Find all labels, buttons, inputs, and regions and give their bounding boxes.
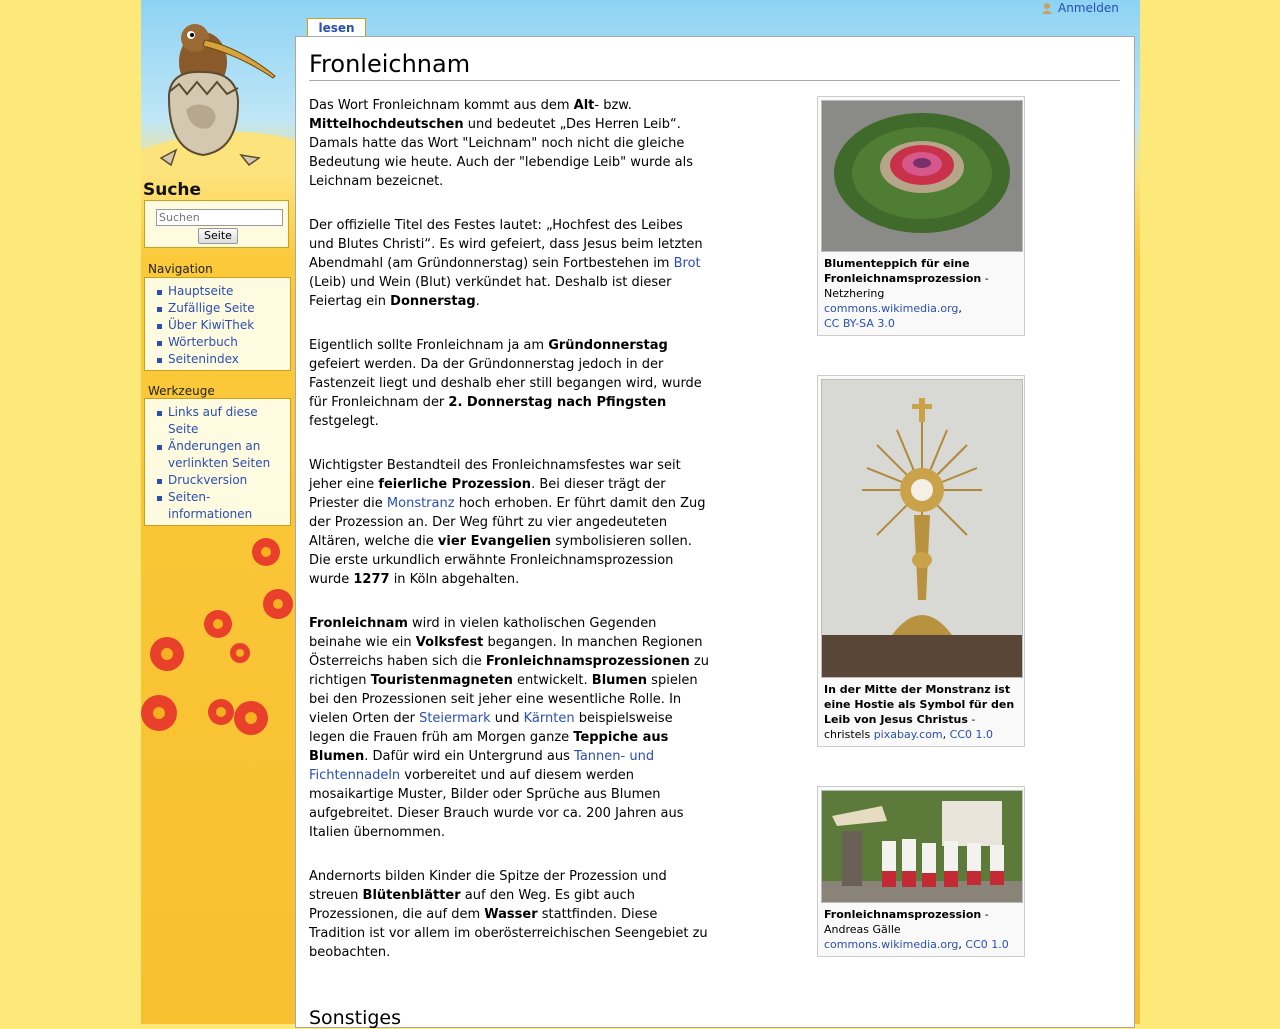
- search-heading: Suche: [143, 180, 202, 200]
- text: beispielsweise legen die Frauen früh am Morgen ganze: [309, 711, 673, 745]
- tool-item-print[interactable]: [168, 472, 282, 489]
- link-kaernten[interactable]: Kärnten: [523, 711, 575, 726]
- text: Andernorts bilden Kinder die Spitze der Prozession und streuen: [309, 869, 667, 903]
- text: wird in vielen katholischen Gegenden beinahe wie ein: [309, 616, 657, 650]
- link-monstranz[interactable]: Monstranz: [386, 496, 455, 511]
- bold-text: Donnerstag: [390, 294, 476, 309]
- text: . Bei dieser trägt der Priester die: [309, 477, 666, 511]
- flower-carpet-picture: [822, 101, 1022, 251]
- text: stattfinden. Diese Tradition ist vor allem im oberösterreichischen Seengebiet zu beobachten.: [309, 907, 708, 960]
- text: in Köln abgehalten.: [389, 572, 520, 587]
- text: festgelegt.: [309, 414, 379, 429]
- caption-author: Andreas Gälle: [824, 923, 901, 936]
- bold-text: 1277: [353, 572, 390, 587]
- text: Eigentlich sollte Fronleichnam ja am: [309, 338, 549, 353]
- bold-text: Mittelhochdeutschen: [309, 117, 464, 132]
- text: zu richtigen: [309, 654, 709, 688]
- section-heading: Sonstiges: [309, 1007, 402, 1029]
- nav-item-index[interactable]: [168, 351, 286, 368]
- caption-title: Blumenteppich für eine Fronleichnamsprozession: [824, 257, 982, 285]
- caption-license-link[interactable]: CC0 1.0: [949, 728, 994, 741]
- nav-item-about[interactable]: [168, 317, 286, 334]
- text: .: [475, 294, 480, 309]
- paragraph: [309, 867, 711, 962]
- sidebar: [141, 0, 295, 1024]
- nav-item-dictionary[interactable]: [168, 334, 286, 351]
- bold-text: Blumen: [591, 673, 648, 688]
- bold-text: Gründonnerstag: [548, 338, 668, 353]
- text: Das Wort Fronleichnam kommt aus dem: [309, 98, 574, 113]
- text: hoch erhoben. Er führt damit den Zug der Prozession an. Der Weg führt zu vier angedeuteten Altären, welche die: [309, 496, 706, 549]
- caption-source-link[interactable]: commons.wikimedia.org: [824, 302, 959, 315]
- caption-license-link[interactable]: CC0 1.0: [965, 938, 1009, 951]
- tab-read-label[interactable]: lesen: [318, 21, 355, 35]
- procession-image[interactable]: [821, 790, 1023, 903]
- article-body: [309, 96, 711, 987]
- content-area: [295, 36, 1135, 1028]
- bold-text: Fronleichnamsprozessionen: [485, 654, 690, 669]
- bold-text: vier Evangelien: [437, 534, 552, 549]
- text: gefeiert werden. Da der Gründonnerstag jedoch in der Fastenzeit liegt und deshalb eher still begangen wird, wurde für Fronleichnam der: [309, 357, 702, 410]
- link-steiermark[interactable]: Steiermark: [419, 711, 491, 726]
- tool-item-label[interactable]: Änderungen an verlinkten Seiten: [168, 439, 271, 470]
- caption-source-link[interactable]: commons.wikimedia.org: [824, 938, 959, 951]
- text: spielen bei den Prozessionen seit jeher eine wesentliche Rolle. In vielen Orten der: [309, 673, 698, 726]
- text: . Dafür wird ein Untergrund aus: [364, 749, 575, 764]
- monstrance-image[interactable]: [821, 379, 1023, 678]
- image-caption: Blumenteppich für eine Fronleichnamsprozession - Netzhering commons.wikimedia.org, CC BY-SA 3.0: [824, 257, 989, 330]
- paragraph: [309, 336, 711, 431]
- text: und bedeutet „Des Herren Leib“. Damals hatte das Wort "Leichnam" noch nicht die gleiche Bedeutung wie heute. Auch der "lebendige Leib" wurde als Leichnam bezeicnet.: [309, 117, 693, 189]
- page-title: Fronleichnam: [309, 49, 1120, 81]
- text: symbolisieren sollen. Die erste urkundlich erwähnte Fronleichnamsprozession wurde: [309, 534, 692, 587]
- caption-title: Fronleichnamsprozession: [824, 908, 982, 921]
- tool-item-label[interactable]: Druckversion: [168, 473, 248, 487]
- bold-text: Wasser: [484, 907, 538, 922]
- image-thumbnail: [817, 375, 1025, 747]
- nav-item-label[interactable]: Wörterbuch: [168, 335, 238, 349]
- text: entwickelt.: [512, 673, 592, 688]
- paragraph: [309, 96, 711, 191]
- link-nadeln[interactable]: Tannen- und Fichtennadeln: [309, 749, 655, 783]
- search-panel: [144, 200, 289, 248]
- paragraph: [309, 614, 711, 842]
- text: begangen. In manchen Regionen Österreichs haben sich die: [309, 635, 703, 669]
- bold-text: 2. Donnerstag nach Pfingsten: [448, 395, 667, 410]
- text: Wichtigster Bestandteil des Fronleichnamsfestes war seit jeher eine: [309, 458, 681, 492]
- bold-text: Alt: [573, 98, 595, 113]
- nav-item-label[interactable]: Über KiwiThek: [168, 318, 255, 332]
- tool-item-label[interactable]: Seiten-informationen: [168, 490, 253, 521]
- text: und: [490, 711, 524, 726]
- user-icon: [1041, 2, 1053, 14]
- bold-text: Touristenmagneten: [370, 673, 513, 688]
- tools-panel: [144, 398, 291, 526]
- caption-source-link[interactable]: pixabay.com: [873, 728, 943, 741]
- tools-heading: Werkzeuge: [148, 384, 215, 398]
- tab-read[interactable]: [307, 18, 366, 37]
- search-input[interactable]: [156, 209, 283, 226]
- login-link[interactable]: [1041, 1, 1119, 15]
- text: auf den Weg. Es gibt auch Prozessionen, die auf dem: [309, 888, 635, 922]
- image-caption: Fronleichnamsprozession - Andreas Gälle commons.wikimedia.org, CC0 1.0: [824, 908, 1009, 951]
- caption-license-link[interactable]: CC BY-SA 3.0: [824, 317, 895, 330]
- nav-item-label[interactable]: Hauptseite: [168, 284, 234, 298]
- login-label[interactable]: Anmelden: [1058, 1, 1119, 15]
- text: Der offizielle Titel des Festes lautet: „Hochfest des Leibes und Blutes Christi“. Es wird gefeiert, dass Jesus beim letzten Abendmahl (am Gründonnerstag) sein Fortbestehen im: [309, 218, 703, 271]
- nav-item-label[interactable]: Zufällige Seite: [168, 301, 255, 315]
- bold-text: feierliche Prozession: [378, 477, 532, 492]
- bold-text: Teppiche aus Blumen: [309, 730, 669, 764]
- kiwi-logo[interactable]: [141, 0, 295, 175]
- flower-decoration: [141, 520, 295, 750]
- caption-author: christels: [824, 728, 871, 741]
- nav-item-label[interactable]: Seitenindex: [168, 352, 239, 366]
- paragraph: [309, 456, 711, 589]
- monstrance-picture: [822, 380, 1022, 677]
- bold-text: Fronleichnam: [309, 616, 408, 631]
- caption-title: In der Mitte der Monstranz ist eine Hostie als Symbol für den Leib von Jesus Christus: [824, 683, 1015, 726]
- navigation-heading: Navigation: [148, 262, 213, 276]
- bold-text: Blütenblätter: [362, 888, 461, 903]
- tool-item-related-changes[interactable]: [168, 438, 282, 472]
- procession-picture: [822, 791, 1022, 902]
- image-caption: In der Mitte der Monstranz ist eine Hostie als Symbol für den Leib von Jesus Christus - christels pixabay.com, CC0 1.0: [824, 683, 1015, 741]
- text: - bzw.: [594, 98, 632, 113]
- tool-item-whatlinkshere[interactable]: [168, 404, 282, 438]
- nav-item-hauptseite[interactable]: [168, 283, 286, 300]
- paragraph: [309, 216, 711, 311]
- caption-author: Netzhering: [824, 287, 885, 300]
- image-thumbnail: [817, 786, 1025, 957]
- bold-text: Volksfest: [415, 635, 484, 650]
- image-thumbnail: [817, 96, 1025, 336]
- tool-item-label[interactable]: Links auf diese Seite: [168, 405, 258, 436]
- tool-item-page-info[interactable]: [168, 489, 282, 523]
- flower-carpet-image[interactable]: [821, 100, 1023, 252]
- link-brot[interactable]: Brot: [673, 256, 701, 271]
- navigation-panel: [144, 277, 291, 371]
- search-button[interactable]: Seite: [198, 228, 238, 244]
- nav-item-random[interactable]: [168, 300, 286, 317]
- text: vorbereitet und auf diesem werden mosaikartige Muster, Bilder oder Sprüche aus Blumen aufgebreitet. Dieser Brauch wurde vor ca. 200 Jahren aus Italien übernommen.: [309, 768, 684, 840]
- text: (Leib) und Wein (Blut) verkündet hat. Deshalb ist dieser Feiertag ein: [309, 275, 672, 309]
